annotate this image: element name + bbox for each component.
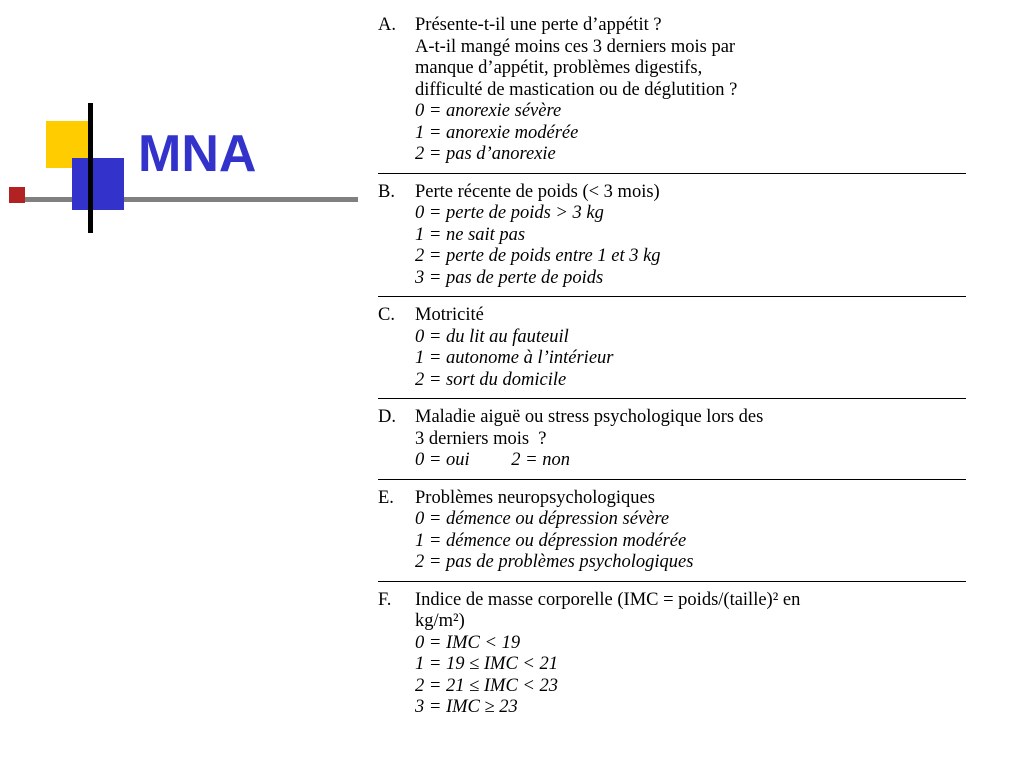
option-line: 2 = perte de poids entre 1 et 3 kg bbox=[415, 246, 661, 266]
section-letter: E. bbox=[378, 487, 394, 508]
section-body bbox=[415, 15, 966, 166]
questionnaire bbox=[378, 10, 966, 726]
section-letter: A. bbox=[378, 15, 396, 35]
section-body bbox=[415, 488, 966, 574]
questionnaire-section bbox=[378, 300, 966, 399]
section-body bbox=[415, 305, 966, 391]
question-line: Problèmes neuropsychologiques bbox=[415, 487, 655, 508]
question-line: Indice de masse corporelle (IMC = poids/(taille)² en bbox=[415, 589, 801, 610]
questionnaire-section bbox=[378, 585, 966, 726]
option-line: 1 = anorexie modérée bbox=[415, 122, 579, 143]
question-line: A-t-il mangé moins ces 3 derniers mois par bbox=[415, 36, 736, 57]
question-line: Perte récente de poids (< 3 mois) bbox=[415, 181, 660, 202]
section-body bbox=[415, 182, 966, 290]
questionnaire-section bbox=[378, 10, 966, 174]
option-line: 2 = 21 ≤ IMC < 23 bbox=[415, 675, 559, 696]
option-line: 1 = autonome à l’intérieur bbox=[415, 348, 614, 368]
option-line: 1 = ne sait pas bbox=[415, 224, 526, 245]
question-line: Présente-t-il une perte d’appétit ? bbox=[415, 15, 662, 35]
questionnaire-section bbox=[378, 177, 966, 298]
option-line: 0 = oui 2 = non bbox=[415, 450, 570, 470]
horizontal-rule-decoration bbox=[10, 197, 358, 202]
question-line: Motricité bbox=[415, 305, 484, 325]
section-body bbox=[415, 407, 966, 472]
option-line: 1 = démence ou dépression modérée bbox=[415, 530, 687, 551]
option-line: 3 = IMC ≥ 23 bbox=[415, 697, 518, 717]
option-line: 2 = pas de problèmes psychologiques bbox=[415, 552, 694, 572]
question-line: difficulté de mastication ou de déglutition ? bbox=[415, 79, 738, 100]
option-line: 0 = démence ou dépression sévère bbox=[415, 509, 670, 529]
option-line: 3 = pas de perte de poids bbox=[415, 267, 604, 288]
blue-square-decoration bbox=[72, 158, 124, 210]
section-letter: F. bbox=[378, 589, 392, 610]
question-line: 3 derniers mois ? bbox=[415, 428, 547, 449]
questionnaire-section bbox=[378, 483, 966, 582]
questionnaire-section bbox=[378, 402, 966, 480]
section-letter: D. bbox=[378, 407, 396, 427]
question-line: manque d’appétit, problèmes digestifs, bbox=[415, 58, 703, 78]
option-line: 0 = anorexie sévère bbox=[415, 101, 562, 121]
question-line: kg/m²) bbox=[415, 611, 465, 631]
section-letter: B. bbox=[378, 181, 395, 202]
option-line: 0 = IMC < 19 bbox=[415, 632, 521, 653]
slide-title: MNA bbox=[138, 125, 257, 183]
vertical-rule-decoration bbox=[88, 103, 93, 233]
question-line: Maladie aiguë ou stress psychologique lors des bbox=[415, 407, 764, 427]
option-line: 0 = du lit au fauteuil bbox=[415, 326, 569, 347]
option-line: 2 = pas d’anorexie bbox=[415, 144, 556, 164]
option-line: 1 = 19 ≤ IMC < 21 bbox=[415, 654, 559, 674]
option-line: 2 = sort du domicile bbox=[415, 369, 567, 390]
section-body bbox=[415, 590, 966, 719]
red-square-decoration bbox=[9, 187, 25, 203]
section-letter: C. bbox=[378, 305, 395, 325]
option-line: 0 = perte de poids > 3 kg bbox=[415, 203, 604, 223]
